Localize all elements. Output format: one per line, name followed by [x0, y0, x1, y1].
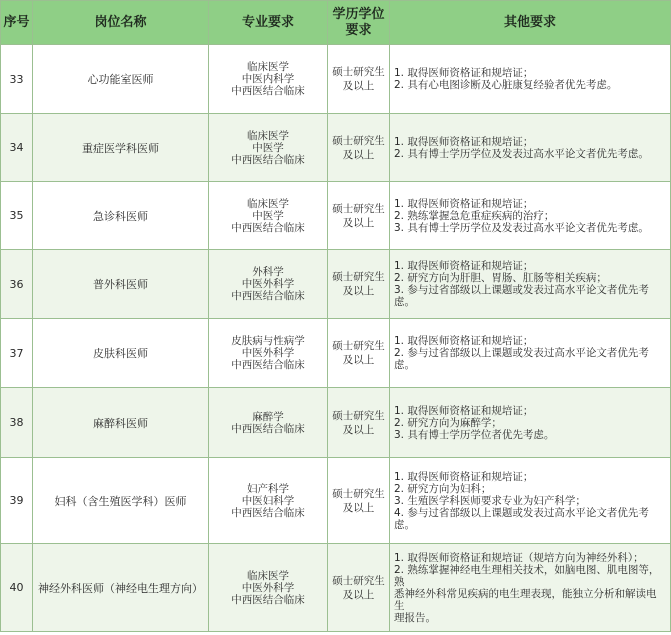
other-requirements [390, 458, 671, 544]
major-item: 临床医学 [247, 569, 289, 582]
requirement-line: 4. 参与过省部级以上课题或发表过高水平论文者优先考虑。 [394, 506, 649, 531]
position-name: 神经外科医师（神经电生理方向） [33, 544, 209, 632]
major-item: 中西医结合临床 [231, 153, 305, 166]
requirement-line: 1. 取得医师资格证和规培证； [394, 335, 534, 347]
degree-line: 及以上 [342, 80, 375, 92]
degree-requirement [328, 45, 390, 114]
row-number: 37 [1, 319, 33, 388]
major-requirements [209, 458, 328, 544]
major-item: 中西医结合临床 [231, 221, 305, 234]
major-item: 临床医学 [247, 129, 289, 142]
requirement-line: 1. 取得医师资格证和规培证； [394, 67, 534, 79]
degree-requirement [328, 182, 390, 250]
requirement-line: 3. 具有博士学历学位者优先考虑。 [394, 428, 555, 441]
requirement-line: 2. 研究方向为妇科； [394, 482, 492, 495]
degree-line: 硕士研究生 [332, 202, 385, 215]
degree-line: 及以上 [342, 588, 375, 601]
position-name: 皮肤科医师 [33, 319, 209, 388]
requirement-line: 1. 取得医师资格证和规培证； [394, 197, 534, 210]
major-requirements [209, 45, 328, 114]
table-row [1, 250, 671, 319]
degree-line: 硕士研究生 [332, 574, 385, 587]
major-requirements [209, 544, 328, 632]
table-row [1, 182, 671, 250]
table-row [1, 544, 671, 632]
requirement-line: 3. 具有博士学历学位及发表过高水平论文者优先考虑。 [394, 221, 649, 234]
other-requirements [390, 250, 671, 319]
position-name: 重症医学科医师 [33, 114, 209, 182]
major-requirements [209, 388, 328, 458]
degree-line: 硕士研究生 [332, 487, 385, 500]
other-requirements [390, 182, 671, 250]
major-item: 中西医结合临床 [231, 506, 305, 519]
other-requirements [390, 388, 671, 458]
requirement-line: 2. 研究方向为肝胆、胃肠、肛肠等相关疾病； [394, 272, 607, 284]
requirement-line: 2. 具有心电图诊断及心脏康复经验者优先考虑。 [394, 79, 618, 91]
row-number: 33 [1, 45, 33, 114]
header-other: 其他要求 [390, 1, 671, 45]
major-item: 中医外科学 [241, 347, 295, 359]
header-degree-line1: 学历学位 [332, 6, 385, 22]
requirement-line: 2. 参与过省部级以上课题或发表过高水平论文者优先考虑。 [394, 347, 649, 371]
header-major: 专业要求 [209, 1, 328, 45]
major-item: 中医妇科学 [241, 494, 295, 507]
major-item: 临床医学 [247, 197, 289, 210]
table-row [1, 458, 671, 544]
position-name: 麻醉科医师 [33, 388, 209, 458]
degree-line: 硕士研究生 [332, 134, 385, 147]
position-name: 普外科医师 [33, 250, 209, 319]
major-item: 外科学 [252, 266, 284, 278]
degree-line: 硕士研究生 [332, 66, 385, 78]
other-requirements [390, 114, 671, 182]
header-degree [328, 1, 390, 45]
header-row [1, 1, 671, 45]
row-number: 38 [1, 388, 33, 458]
requirement-line: 2. 研究方向为麻醉学； [394, 416, 502, 429]
position-name: 急诊科医师 [33, 182, 209, 250]
requirement-line: 1. 取得医师资格证和规培证； [394, 260, 534, 272]
row-number: 40 [1, 544, 33, 632]
requirement-line: 2. 熟练掌握急危重症疾病的治疗； [394, 209, 555, 222]
requirement-line: 2. 具有博士学历学位及发表过高水平论文者优先考虑。 [394, 147, 649, 160]
degree-line: 及以上 [342, 354, 375, 366]
major-item: 皮肤病与性病学 [231, 335, 305, 347]
major-item: 中西医结合临床 [231, 290, 305, 302]
degree-requirement [328, 544, 390, 632]
major-item: 中医外科学 [241, 278, 295, 290]
degree-line: 硕士研究生 [332, 409, 385, 422]
degree-requirement [328, 458, 390, 544]
degree-line: 及以上 [342, 216, 375, 229]
major-item: 中医学 [252, 141, 284, 154]
requirement-line: 2. 熟练掌握神经电生理相关技术，如脑电图、肌电图等，熟 [394, 563, 660, 588]
table-row [1, 388, 671, 458]
table-row [1, 319, 671, 388]
other-requirements [390, 544, 671, 632]
major-item: 中西医结合临床 [231, 422, 305, 435]
major-requirements [209, 250, 328, 319]
header-position: 岗位名称 [33, 1, 209, 45]
major-item: 中医内科学 [241, 73, 295, 85]
degree-requirement [328, 388, 390, 458]
degree-line: 及以上 [342, 501, 375, 514]
degree-requirement [328, 319, 390, 388]
degree-line: 硕士研究生 [332, 271, 385, 283]
major-item: 中西医结合临床 [231, 359, 305, 371]
requirement-line: 1. 取得医师资格证和规培证； [394, 135, 534, 148]
requirement-line: 1. 取得医师资格证和规培证； [394, 470, 534, 483]
requirement-line: 3. 参与过省部级以上课题或发表过高水平论文者优先考虑。 [394, 284, 649, 308]
degree-line: 及以上 [342, 285, 375, 297]
table-row [1, 114, 671, 182]
requirement-line: 1. 取得医师资格证和规培证（规培方向为神经外科）； [394, 551, 644, 564]
major-item: 临床医学 [247, 61, 289, 73]
degree-line: 及以上 [342, 423, 375, 436]
major-item: 麻醉学 [252, 410, 284, 423]
table-row [1, 45, 671, 114]
degree-line: 及以上 [342, 148, 375, 161]
other-requirements [390, 319, 671, 388]
degree-line: 硕士研究生 [332, 340, 385, 352]
major-item: 中西医结合临床 [231, 85, 305, 97]
major-item: 妇产科学 [247, 482, 289, 495]
requirement-line: 理报告。 [394, 611, 436, 624]
other-requirements [390, 45, 671, 114]
position-name: 妇科（含生殖医学科）医师 [33, 458, 209, 544]
row-number: 34 [1, 114, 33, 182]
header-degree-line2: 要求 [345, 22, 372, 38]
requirement-line: 3. 生殖医学科医师要求专业为妇产科学； [394, 494, 586, 507]
row-number: 35 [1, 182, 33, 250]
row-number: 39 [1, 458, 33, 544]
major-requirements [209, 319, 328, 388]
row-number: 36 [1, 250, 33, 319]
major-item: 中医学 [252, 209, 284, 222]
degree-requirement [328, 250, 390, 319]
major-item: 中西医结合临床 [231, 593, 305, 606]
major-requirements [209, 182, 328, 250]
degree-requirement [328, 114, 390, 182]
requirement-line: 悉神经外科常见疾病的电生理表现，能独立分析和解读电生 [394, 587, 657, 612]
requirement-line: 1. 取得医师资格证和规培证； [394, 404, 534, 417]
major-item: 中医外科学 [241, 581, 295, 594]
position-name: 心功能室医师 [33, 45, 209, 114]
major-requirements [209, 114, 328, 182]
header-no: 序号 [1, 1, 33, 45]
